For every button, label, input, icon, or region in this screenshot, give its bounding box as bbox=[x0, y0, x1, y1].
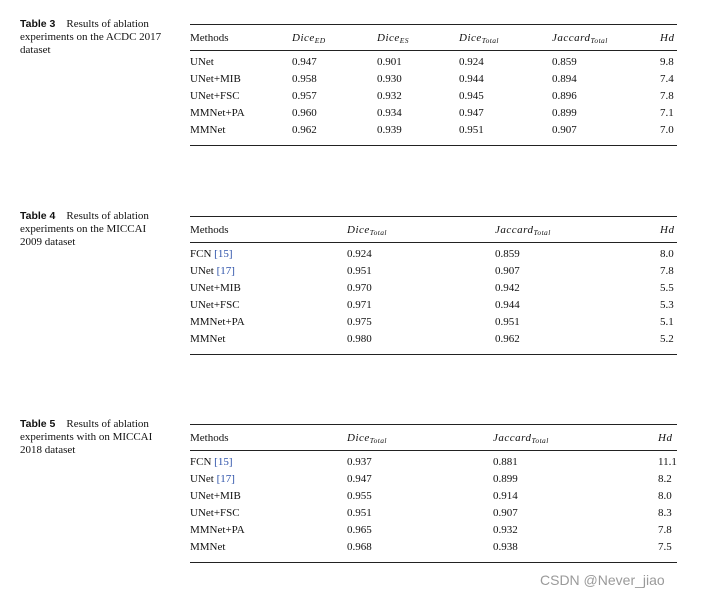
method-name: FCN bbox=[190, 456, 212, 468]
value-cell: 0.934 bbox=[377, 107, 402, 119]
value-cell: 0.951 bbox=[495, 316, 520, 328]
bottom-rule bbox=[190, 562, 677, 563]
method-name: UNet+FSC bbox=[190, 507, 240, 519]
column-header bbox=[495, 224, 551, 237]
table-row bbox=[190, 456, 677, 473]
method-name: UNet+MIB bbox=[190, 282, 241, 294]
column-header-math bbox=[660, 32, 674, 44]
method-name: UNet bbox=[190, 265, 214, 277]
value-cell: 5.5 bbox=[660, 282, 674, 294]
value-cell: 0.980 bbox=[347, 333, 372, 345]
value-cell: 8.0 bbox=[658, 490, 672, 502]
value-cell: 0.899 bbox=[552, 107, 577, 119]
value-cell: 7.8 bbox=[660, 265, 674, 277]
method-cell bbox=[190, 248, 232, 260]
citation-link[interactable]: [17] bbox=[216, 265, 235, 277]
column-header bbox=[660, 224, 674, 236]
value-cell: 0.957 bbox=[292, 90, 317, 102]
column-header-math bbox=[459, 32, 499, 44]
column-header bbox=[347, 432, 387, 445]
table-row bbox=[190, 541, 677, 558]
method-name: MMNet+PA bbox=[190, 107, 245, 119]
value-cell: 0.899 bbox=[493, 473, 518, 485]
results-table bbox=[190, 24, 677, 145]
column-header-math bbox=[347, 432, 387, 444]
table-row bbox=[190, 473, 677, 490]
math-subscript: Total bbox=[590, 36, 608, 45]
table-label: Table 5 bbox=[20, 418, 56, 430]
value-cell: 0.947 bbox=[347, 473, 372, 485]
value-cell: 0.975 bbox=[347, 316, 372, 328]
table-row bbox=[190, 107, 677, 124]
method-name: MMNet bbox=[190, 541, 226, 553]
value-cell: 11.1 bbox=[658, 456, 677, 468]
table-header-row bbox=[190, 224, 677, 241]
table-row bbox=[190, 248, 677, 265]
method-name: FCN bbox=[190, 248, 212, 260]
value-cell: 0.907 bbox=[493, 507, 518, 519]
top-rule bbox=[190, 216, 677, 217]
header-rule bbox=[190, 50, 677, 51]
value-cell: 0.901 bbox=[377, 56, 402, 68]
method-cell bbox=[190, 73, 241, 85]
method-name: MMNet+PA bbox=[190, 524, 245, 536]
method-cell bbox=[190, 124, 225, 136]
value-cell: 0.930 bbox=[377, 73, 402, 85]
value-cell: 7.1 bbox=[660, 107, 674, 119]
table-caption bbox=[20, 18, 170, 57]
table-row bbox=[190, 299, 677, 316]
math-subscript: Total bbox=[531, 436, 549, 445]
math-subscript: ES bbox=[399, 36, 409, 45]
table-header-row bbox=[190, 432, 677, 449]
method-cell bbox=[190, 490, 241, 502]
method-cell bbox=[190, 282, 241, 294]
value-cell: 0.939 bbox=[377, 124, 402, 136]
watermark: CSDN @Never_jiao bbox=[540, 572, 665, 588]
value-cell: 0.970 bbox=[347, 282, 372, 294]
value-cell: 0.960 bbox=[292, 107, 317, 119]
value-cell: 9.8 bbox=[660, 56, 674, 68]
value-cell: 0.947 bbox=[459, 107, 484, 119]
value-cell: 5.3 bbox=[660, 299, 674, 311]
math-base: Dice bbox=[347, 432, 370, 444]
table-caption bbox=[20, 210, 170, 249]
math-base: Dice bbox=[377, 32, 400, 44]
value-cell: 0.932 bbox=[493, 524, 518, 536]
value-cell: 0.958 bbox=[292, 73, 317, 85]
value-cell: 0.955 bbox=[347, 490, 372, 502]
table-label: Table 3 bbox=[20, 18, 56, 30]
method-cell bbox=[190, 90, 240, 102]
method-cell bbox=[190, 333, 225, 345]
column-header-math bbox=[660, 224, 674, 236]
value-cell: 0.924 bbox=[459, 56, 484, 68]
table-caption bbox=[20, 418, 170, 457]
value-cell: 0.968 bbox=[347, 541, 372, 553]
column-header bbox=[660, 32, 674, 44]
method-cell bbox=[190, 541, 225, 553]
method-cell bbox=[190, 56, 214, 68]
value-cell: 0.951 bbox=[347, 265, 372, 277]
math-subscript: Total bbox=[533, 228, 551, 237]
math-base: Dice bbox=[459, 32, 482, 44]
table-row bbox=[190, 524, 677, 541]
value-cell: 0.937 bbox=[347, 456, 372, 468]
value-cell: 8.3 bbox=[658, 507, 672, 519]
top-rule bbox=[190, 424, 677, 425]
table-row bbox=[190, 316, 677, 333]
column-header: Methods bbox=[190, 224, 229, 236]
value-cell: 8.0 bbox=[660, 248, 674, 260]
math-base: Hd bbox=[658, 432, 673, 444]
table-row bbox=[190, 90, 677, 107]
table-row bbox=[190, 73, 677, 90]
value-cell: 0.894 bbox=[552, 73, 577, 85]
column-header-math bbox=[347, 224, 387, 236]
value-cell: 7.0 bbox=[660, 124, 674, 136]
citation-link[interactable]: [15] bbox=[214, 456, 233, 468]
table-row bbox=[190, 282, 677, 299]
method-cell bbox=[190, 456, 232, 468]
citation-link[interactable]: [15] bbox=[214, 248, 233, 260]
method-cell bbox=[190, 524, 245, 536]
method-name: MMNet bbox=[190, 124, 226, 136]
math-base: Jaccard bbox=[552, 32, 591, 44]
value-cell: 8.2 bbox=[658, 473, 672, 485]
column-header bbox=[292, 32, 326, 45]
column-header bbox=[347, 224, 387, 237]
math-subscript: Total bbox=[481, 36, 499, 45]
column-header-math bbox=[493, 432, 549, 444]
math-base: Hd bbox=[660, 224, 675, 236]
top-rule bbox=[190, 24, 677, 25]
value-cell: 0.965 bbox=[347, 524, 372, 536]
math-subscript: Total bbox=[369, 436, 387, 445]
method-cell bbox=[190, 107, 245, 119]
table-label: Table 4 bbox=[20, 210, 56, 222]
math-base: Jaccard bbox=[495, 224, 534, 236]
value-cell: 0.951 bbox=[459, 124, 484, 136]
value-cell: 0.938 bbox=[493, 541, 518, 553]
citation-link[interactable]: [17] bbox=[216, 473, 235, 485]
math-base: Jaccard bbox=[493, 432, 532, 444]
column-header-math bbox=[658, 432, 672, 444]
results-table bbox=[190, 216, 677, 354]
value-cell: 0.971 bbox=[347, 299, 372, 311]
method-name: UNet+MIB bbox=[190, 73, 241, 85]
method-name: UNet+MIB bbox=[190, 490, 241, 502]
math-subscript: Total bbox=[369, 228, 387, 237]
math-subscript: ED bbox=[314, 36, 326, 45]
table-row bbox=[190, 507, 677, 524]
column-header bbox=[493, 432, 549, 445]
value-cell: 7.8 bbox=[660, 90, 674, 102]
table-row bbox=[190, 56, 677, 73]
column-header: Methods bbox=[190, 432, 229, 444]
column-header-math bbox=[377, 32, 409, 44]
method-cell bbox=[190, 507, 240, 519]
value-cell: 0.932 bbox=[377, 90, 402, 102]
column-header-math bbox=[495, 224, 551, 236]
method-cell bbox=[190, 473, 235, 485]
value-cell: 0.945 bbox=[459, 90, 484, 102]
column-header bbox=[377, 32, 409, 45]
value-cell: 0.962 bbox=[292, 124, 317, 136]
table-row bbox=[190, 265, 677, 282]
value-cell: 7.8 bbox=[658, 524, 672, 536]
value-cell: 0.947 bbox=[292, 56, 317, 68]
value-cell: 0.942 bbox=[495, 282, 520, 294]
method-name: MMNet bbox=[190, 333, 226, 345]
bottom-rule bbox=[190, 145, 677, 146]
value-cell: 0.881 bbox=[493, 456, 518, 468]
column-header bbox=[459, 32, 499, 45]
value-cell: 0.859 bbox=[495, 248, 520, 260]
results-table bbox=[190, 424, 677, 562]
value-cell: 0.962 bbox=[495, 333, 520, 345]
method-cell bbox=[190, 299, 240, 311]
header-rule bbox=[190, 242, 677, 243]
value-cell: 0.914 bbox=[493, 490, 518, 502]
value-cell: 5.1 bbox=[660, 316, 674, 328]
value-cell: 0.907 bbox=[495, 265, 520, 277]
value-cell: 0.924 bbox=[347, 248, 372, 260]
value-cell: 0.951 bbox=[347, 507, 372, 519]
value-cell: 0.907 bbox=[552, 124, 577, 136]
value-cell: 0.896 bbox=[552, 90, 577, 102]
caption-text: Results of ablation experiments on the MICCAI 2009 dataset bbox=[20, 210, 149, 248]
method-cell bbox=[190, 265, 235, 277]
column-header-math bbox=[292, 32, 326, 44]
value-cell: 0.859 bbox=[552, 56, 577, 68]
method-name: UNet bbox=[190, 56, 214, 68]
method-cell bbox=[190, 316, 245, 328]
column-header: Methods bbox=[190, 32, 229, 44]
math-base: Dice bbox=[347, 224, 370, 236]
method-name: MMNet+PA bbox=[190, 316, 245, 328]
math-base: Hd bbox=[660, 32, 675, 44]
caption-text: Results of ablation experiments on the ACDC 2017 dataset bbox=[20, 18, 162, 56]
column-header-math bbox=[552, 32, 608, 44]
table-row bbox=[190, 333, 677, 350]
table-row bbox=[190, 124, 677, 141]
caption-text: Results of ablation experiments with on MICCAI 2018 dataset bbox=[20, 418, 153, 456]
column-header bbox=[552, 32, 608, 45]
header-rule bbox=[190, 450, 677, 451]
value-cell: 5.2 bbox=[660, 333, 674, 345]
table-row bbox=[190, 490, 677, 507]
value-cell: 0.944 bbox=[459, 73, 484, 85]
math-base: Dice bbox=[292, 32, 315, 44]
value-cell: 7.5 bbox=[658, 541, 672, 553]
method-name: UNet+FSC bbox=[190, 299, 240, 311]
value-cell: 0.944 bbox=[495, 299, 520, 311]
method-name: UNet bbox=[190, 473, 214, 485]
table-header-row bbox=[190, 32, 677, 49]
column-header bbox=[658, 432, 672, 444]
value-cell: 7.4 bbox=[660, 73, 674, 85]
bottom-rule bbox=[190, 354, 677, 355]
method-name: UNet+FSC bbox=[190, 90, 240, 102]
